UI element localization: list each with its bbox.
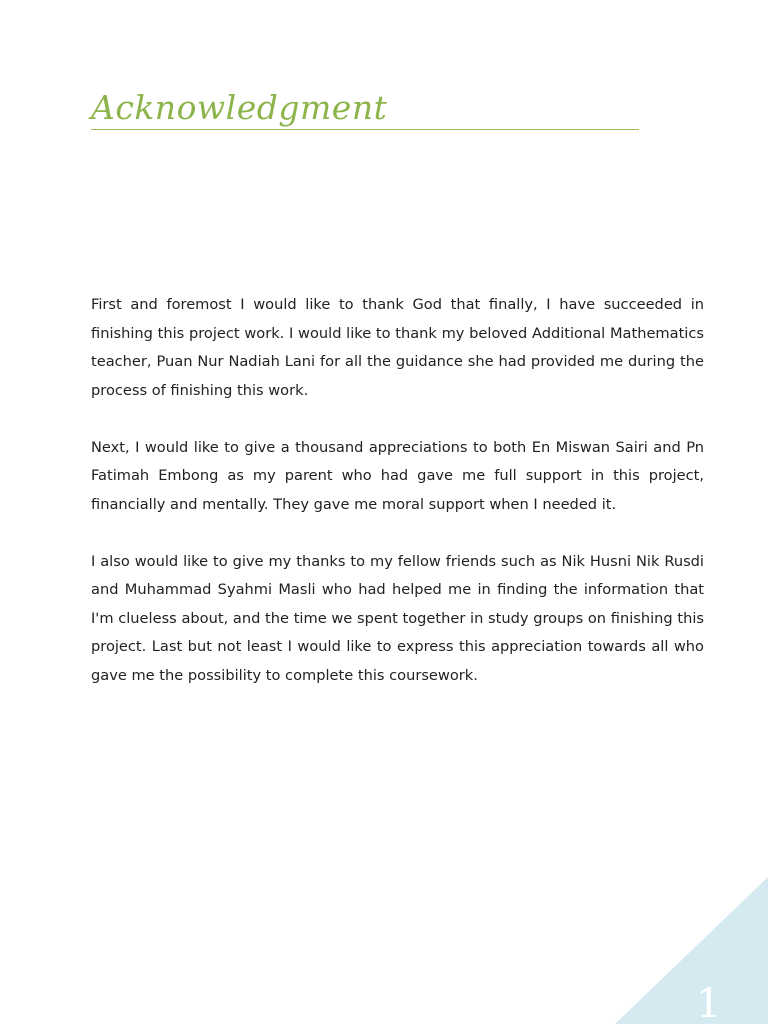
- acknowledgment-body: [91, 291, 704, 719]
- paragraph-3: I also would like to give my thanks to my fellow friends such as Nik Husni Nik Rusdi and Muhammad Syahmi Masli who had helped me in finding the information that I'm clueless about, and the time we spent together in study groups on finishing this project. Last but not least I would like to express this appreciation towards all who gave me the possibility to complete this coursework.: [91, 552, 704, 684]
- paragraph-2: Next, I would like to give a thousand appreciations to both En Miswan Sairi and Pn Fatimah Embong as my parent who had gave me full support in this project, financially and mentally. They gave me moral support when I needed it.: [91, 438, 704, 513]
- page-title: Acknowledgment: [91, 88, 388, 127]
- corner-triangle-decoration: [615, 877, 768, 1024]
- paragraph-1: First and foremost I would like to thank God that finally, I have succeeded in finishing this project work. I would like to thank my beloved Additional Mathematics teacher, Puan Nur Nadiah Lani for all the guidance she had provided me during the process of finishing this work.: [91, 296, 704, 399]
- page-number: 1: [696, 981, 722, 1024]
- heading-block: [91, 86, 639, 130]
